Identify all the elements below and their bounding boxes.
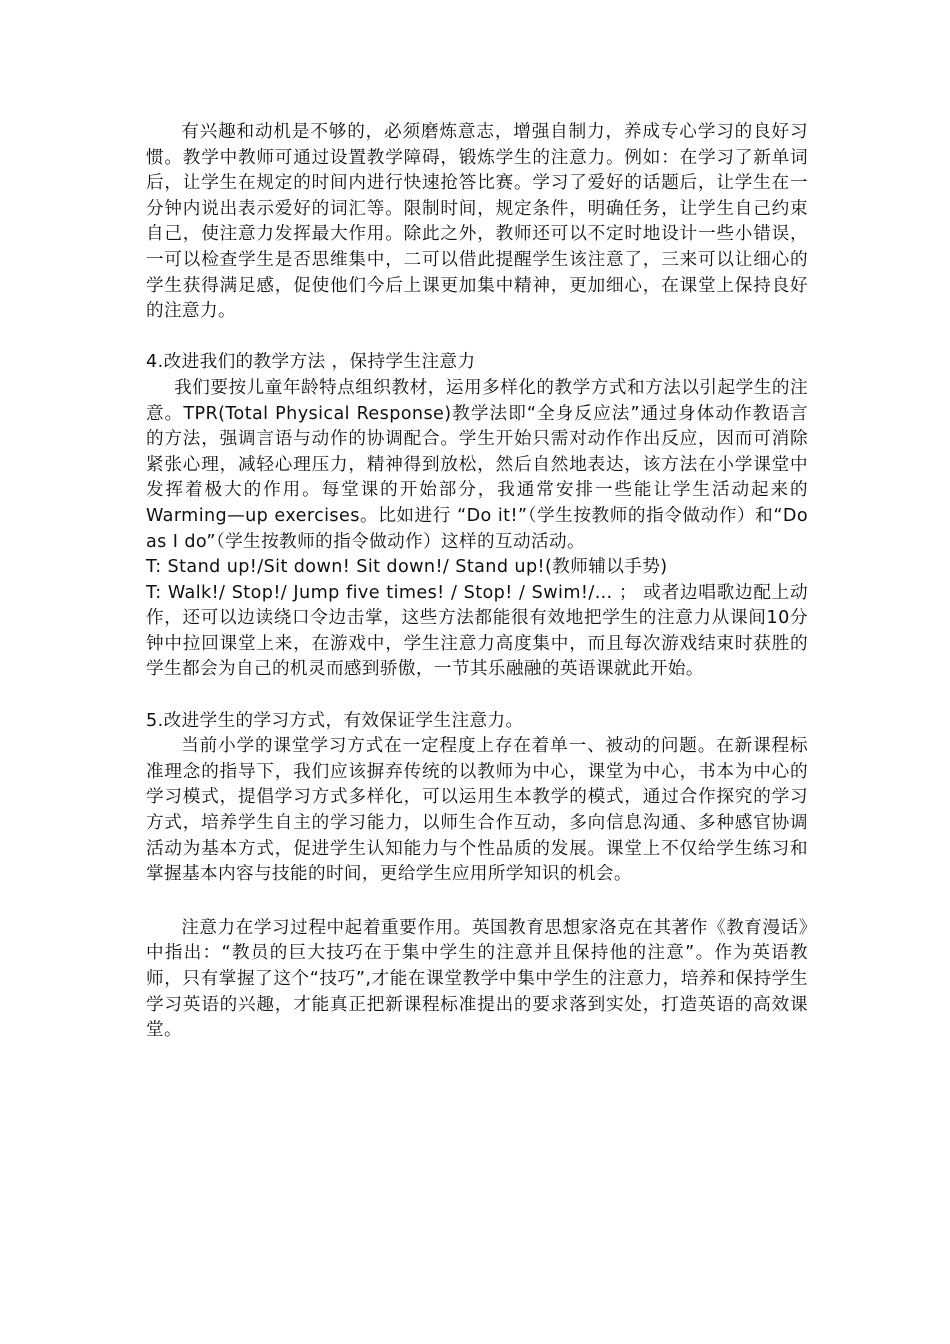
paragraph-learning-methods: 当前小学的课堂学习方式在一定程度上存在着单一、被动的问题。在新课程标准理念的指导下，我们应该摒弃传统的以教师为中心，课堂为中心，书本为中心的学习模式，提倡学习方式多样化，可以运用生本教学的模式，通过合作探究的学习方式，培养学生自主的学习能力，以师生合作互动，多向信息沟通、多种感官协调活动为基本方式，促进学生认知能力与个性品质的发展。课堂上不仅给学生练习和掌握基本内容与技能的时间，更给学生应用所学知识的机会。 <box>146 736 808 885</box>
paragraph-teaching-methods: 我们要按儿童年龄特点组织教材，运用多样化的教学方式和方法以引起学生的注意。TPR(Total Physical Response)教学法即“全身反应法”通过身体动作教语言的方法，强调言语与动作的协调配合。学生开始只需对动作作出反应，因而可消除紧张心理，减轻心理压力，精神得到放松，然后自然地表达，该方法在小学课堂中发挥着极大的作用。每堂课的开始部分，我通常安排一些能让学生活动起来的Warming—up exercises。比如进行 “Do it!”（学生按教师的指令做动作）和“Do as I do”（学生按教师的指令做动作）这样的互动活动。 <box>146 377 808 552</box>
section-heading-5: 5.改进学生的学习方式，有效保证学生注意力。 <box>146 710 524 731</box>
paragraph-games: T: Walk!/ Stop!/ Jump five times! / Stop! / Swim!/… ； 或者边唱歌边配上动作，还可以边读绕口令边击掌，这些方法都能很有效地把学生的注意力从课间10分钟中拉回课堂上来，在游戏中，学生注意力高度集中，而且每次游戏结束时获胜的学生都会为自己的机灵而感到骄傲，一节其乐融融的英语课就此开始。 <box>146 582 808 680</box>
paragraph-conclusion: 注意力在学习过程中起着重要作用。英国教育思想家洛克在其著作《教育漫话》中指出：“教员的巨大技巧在于集中学生的注意并且保持他的注意”。作为英语教师，只有掌握了这个“技巧”,才能在课堂教学中集中学生的注意力，培养和保持学生学习英语的兴趣，才能真正把新课程标准提出的要求落到实处，打造英语的高效课堂。 <box>146 917 808 1041</box>
paragraph-gap <box>146 888 808 916</box>
paragraph-self-control: 有兴趣和动机是不够的，必须磨炼意志，增强自制力，养成专心学习的良好习惯。教学中教师可通过设置教学障碍，锻炼学生的注意力。例如：在学习了新单词后，让学生在规定的时间内进行快速抢答比赛。学习了爱好的话题后，让学生在一分钟内说出表示爱好的词汇等。限制时间，规定条件，明确任务，让学生自己约束自己，使注意力发挥最大作用。除此之外，教师还可以不定时地设计一些小错误，一可以检查学生是否思维集中，二可以借此提醒学生该注意了，三来可以让细心的学生获得满足感，促使他们今后上课更加集中精神，更加细心，在课堂上保持良好的注意力。 <box>146 122 808 322</box>
paragraph-gap <box>146 325 808 351</box>
document-body <box>146 120 808 1044</box>
section-heading-4: 4.改进我们的教学方法 ，保持学生注意力 <box>146 352 476 373</box>
teacher-command-line: T: Stand up!/Sit down! Sit down!/ Stand up!(教师辅以手势) <box>146 557 668 578</box>
paragraph-gap <box>146 683 808 709</box>
